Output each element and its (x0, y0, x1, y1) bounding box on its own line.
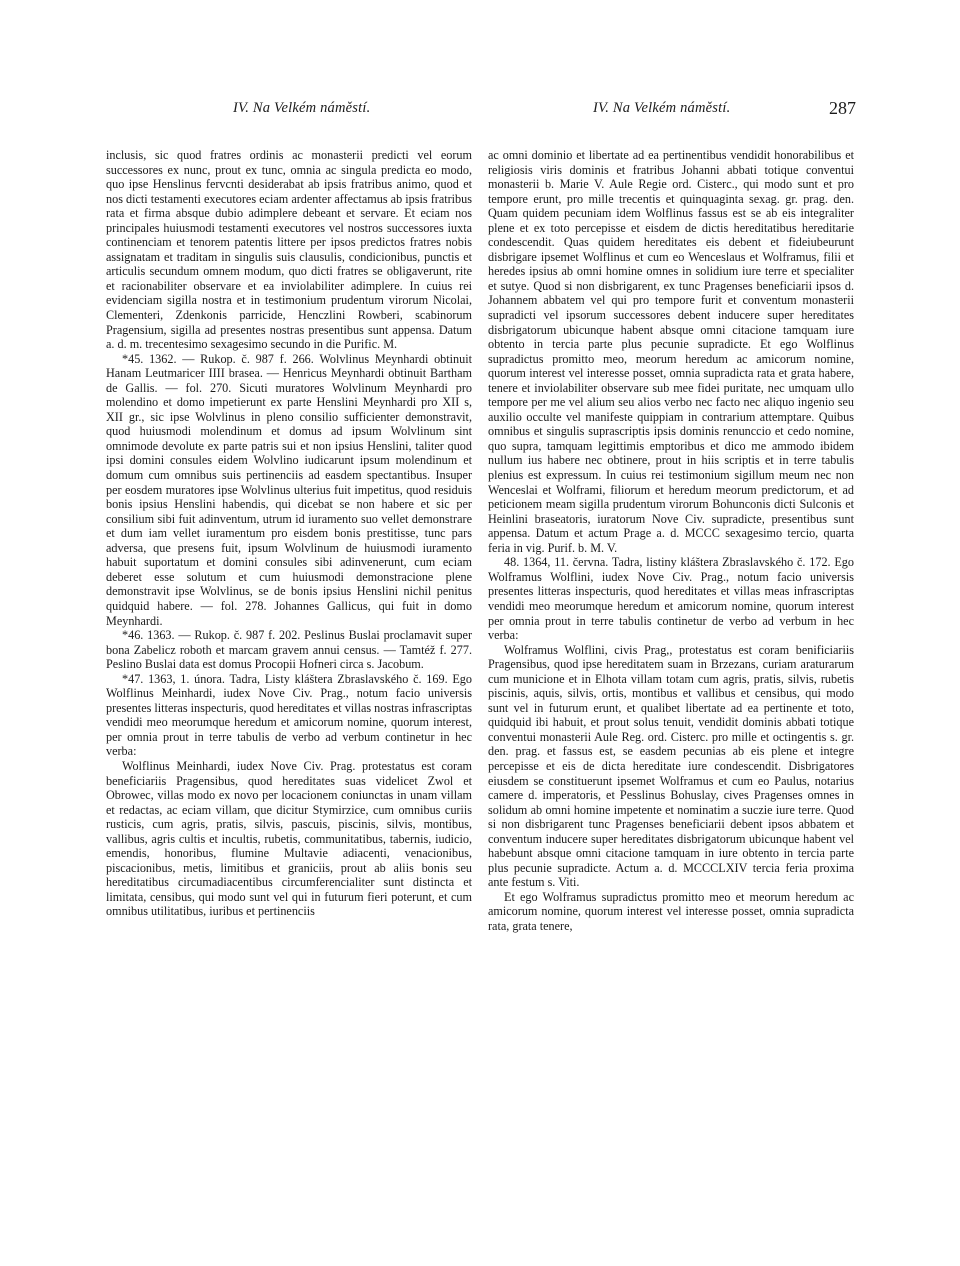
paragraph: inclusis, sic quod fratres ordinis ac monasterii predicti vel eorum successores ex nunc, prout ex tunc, omnia ac singula predicta eo modo, quo ipse Henslinus fervcnti desiderabat ab ipsis fratribus animo, quod et nos dicti testamenti executores eciam ardenter affectamus ab ipsis fratribus rata et firma absque dubio adimplere debeant et servare. Et eciam nos principales huiusmodi testamenti executores vel nostros successores iuxta continenciam et tenorem patentis littere per ipsos predictos fratres nobis assignatam et traditam in singulis suis clausulis, condicionibus, punctis et articulis secundum omnem modum, quo dicti fratres se obligaverunt, rite et racionabiliter observare et ea inviolabiliter adimplere. In cuius rei evidenciam sigilla nostra et in testimonium prudentum virorum Nicolai, Clementeri, Zdenkonis parricide, Henczlini Rowberi, scabinorum Pragensium, sigilla ad presentes nostras presentibus sunt appensa. Datum a. d. m. trecentesimo sexagesimo secundo in die Purific. M. (106, 148, 472, 352)
paragraph: Et ego Wolframus supradictus promitto meo et meorum heredum ac amicorum nomine, quorum interest vel interesse posset, omnia supradicta rata, grata tenere, (488, 889, 854, 933)
page-number: 287 (829, 98, 856, 118)
paragraph: *47. 1363, 1. února. Tadra, Listy kláštera Zbraslavského č. 169. Ego Wolflinus Meinhardi, iudex Nove Civ. Prag., notum facio universis presentes litteras inspecturis, quod hereditates et villas nostras infrascriptas vendidi meo meorumque heredum et amicorum nomine, quorum interest, per omnia prout in terre tabulis de verbo ad verbum continetur in hec verba: (106, 671, 472, 759)
paragraph: Wolframus Wolflini, civis Prag,, protestatus est coram benificiariis Pragensibus, quod ipse hereditatem suam in Brzezans, curiam araturarum cum municione et in Elhota villam totam cum agris, pratis, silvis, rubetis piscinis, aquis, silvis, ortis, montibus et vallibus et censibus, qui modo sunt vel in futurum erunt, et qualibet libertate ad ea pertinente et toto, quidquid ibi habuit, et prout solus tenuit, vendidit dominis abbati totique conventui monasterii Aule Reg. ord. Cisterc. pro mille et octingentis s. gr. den. prag. et fassus est, se easdem pecunias ab eis plene et integre percepisse et eis de dicta hereditate iure condescendit. Disbrigatores eiusdem se constituerunt ipsemet Wolframus et cum eo Paulus, notarius camere d. imperatoris, et Pesslinus Bohuslay, cives Pragenses omnes in solidum ab omni homine impetente et nominatim a suczie iure terre. Quod si non disbrigarent tunc Pragenses beneficiarii debent ipsos abbatem et conventum inducere super hereditates disbrigatorum ubicunque habent vel habebunt absque omni citacione tamquam in iure obtento in tercia parte plus pecunie supradicte. Actum a. d. MCCCLXIV tercia feria proxima ante festum s. Viti. (488, 642, 854, 890)
running-header-right: IV. Na Velkém náměstí. (593, 100, 731, 116)
running-header-left: IV. Na Velkém náměstí. (233, 100, 371, 116)
paragraph: ac omni dominio et libertate ad ea pertinentibus vendidit honorabilibus et religiosis viris dominis et fratribus Johanni abbati totique conventui monasterii b. Marie V. Aule Regie ord. Cisterc., qui modo sunt et pro tempore erunt, pro mille trecentis et quinquaginta sexag. gr. prag. den. Quam quidem pecuniam idem Wolflinus fassus est se ab eis integraliter plene et ex toto percepisse et eisdem de dictis hereditatibus hereditarie condescendit. Quas quidem hereditates eis debent et fideiubeurunt disbrigare ipsemet Wolflinus et cum eo Wenceslaus et Wolframus, filii et heredes ipsius ab omni homine omnes in solidium iure terre et specialiter et sutye. Quod si non disbrigarent, ex tunc Pragenses beneficiarii ipsos d. Johannem abbatem vel qui pro tempore furit et conventum monasterii supradicti vel ipsorum successores debent inducere super hereditates disbrigatorum ubicunque habent absque omni citacione tamquam iure obtento in tercia parte plus pecunie supradicte. Et ego Wolflinus supradictus promitto meo, meorum heredum ac amicorum nomine, quorum interest vel interesse posset, omnia supradicta rata et grata habere, tenere et inviolabiliter observare sub mee fidei puritate, nec umquam ullo tempore per me vel alium seu alios verbo nec facto nec aliquo ingenio seu auxilio occulte vel manifeste quippiam in contrarium attemptare. Quibus omnibus et singulis suprascriptis ipsis dominis renunccio et cedo nomine, quo supra, tamquam legittimis emptoribus et dico me ammodo ibidem nullum ius habere nec obtinere, prout in hiis scriptis et in terre tabulis plenius est expressum. In cuius rei testimonium sigillum meum nec non Wenceslai et Wolframi, filiorum et heredum meorum predictorum, et ad peticionem meam sigilla prudentum virorum Bohunconis dicti Sulconis et Heinlini braseatoris, iuratorum Nove Civ. supradicte, presentibus sunt appensa. Datum et actum Prage a. d. MCCC sexagesimo tercio, quarta feria in vig. Purif. b. M. V. (488, 148, 854, 555)
left-column (106, 148, 472, 919)
paragraph: *46. 1363. — Rukop. č. 987 f. 202. Peslinus Buslai proclamavit super bona Zabelicz roboth et marcam gravem annui census. — Tamtéž f. 277. Peslino Buslai data est domus Procopii Hofneri circa s. Jacobum. (106, 628, 472, 672)
paragraph: *45. 1362. — Rukop. č. 987 f. 266. Wolvlinus Meynhardi obtinuit Hanam Leutmaricer IIII brasea. — Henricus Meynhardi obtinuit Bartham de Gallis. — fol. 270. Sicuti muratores Wolvlinum Meynhardi pro molendino et domo impetierunt ex parte Henslini Meynhardi pro XII s, XII gr., sic ipse Wolvlinus in pleno consilio sufficienter demonstravit, quod huiusmodi molendinum et domus ad ipsum Wolvlinum sint omnimode devolute ex parte patris sui et non ipsius Henslini, taliter quod ipsi domini consules eidem Wolvlino iudicarunt ipsum molendinum et domum cum omnibus suis pertinenciis ad easdem spectantibus. Insuper per eosdem muratores ipse Wolvlinus ulterius fuit impetitus, quod residuis bonis ipsius Henslini habendis, qui dicebat se non habere et sic per consilium sibi fuit adinventum, utrum id iuramento suo vellet demonstrare et dum iam vellet iuramentum pro eisdem bonis prestitisse, tunc pars adversa, que presens fuit, ipsum Wolvlinum de huiusmodi iuramento habuit suportatum et domini consules sibi adinvenerunt, cum eciam deberet esse solutum et cum huiusmodi demonstracione plene demonstravit ipse Wolvlinus, se de bonis ipsius Henslini nichil penitus quidquid habere. — fol. 278. Johannes Gallicus, qui fuit in domo Meynhardi. (106, 351, 472, 628)
paragraph: Wolflinus Meinhardi, iudex Nove Civ. Prag. protestatus est coram beneficiariis Pragensibus, quod hereditates suas videlicet Zwol et Obrowec, villas modo ex novo per locacionem coniunctas in unam villam et redactas, ac eciam villam, que dicitur Stymirzice, cum omnibus curiis rusticis, cum agris, pratis, silvis, pascuis, piscinis, silvis, montibus, vallibus, agris cultis et incultis, rubetis, communitatibus, tabernis, iudicio, emendis, honoribus, flumine Multavie adiacenti, venacionibus, piscacionibus, metis, limitibus et graniciis, prout ab aliis bonis seu hereditatibus circumadiacentibus circumferencialiter sunt distincta et limitata, censibus, qui modo sunt vel qui in futurum fieri poterunt, et cum omnibus utilitatibus, iuribus et pertinenciis (106, 758, 472, 919)
paragraph: 48. 1364, 11. června. Tadra, listiny kláštera Zbraslavského č. 172. Ego Wolframus Wolflini, iudex Nove Civ. Prag., notum facio universis presentes litteras inspecturis, quod hereditates et villas meas infrascriptas vendidi meo meorumque heredum et amicorum nomine, quorum interest per omnia prout in terre tabulis continetur de verbo ad verbum in hec verba: (488, 555, 854, 643)
right-column (488, 148, 854, 934)
